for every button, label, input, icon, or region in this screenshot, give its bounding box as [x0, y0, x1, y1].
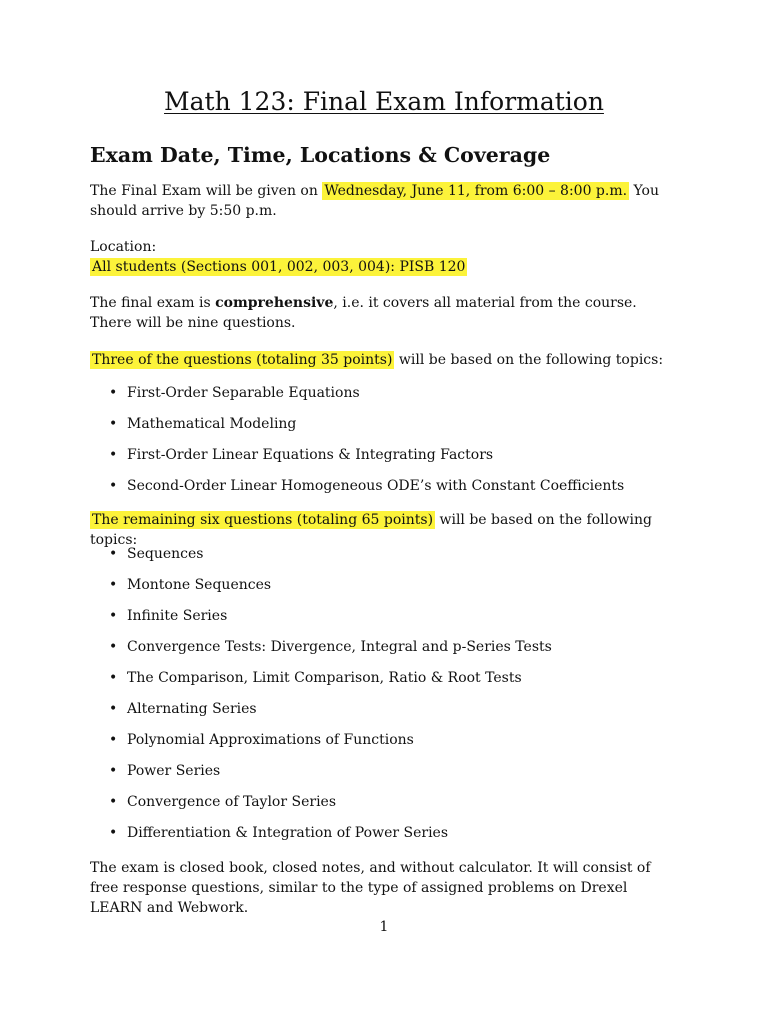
- list-item-text: First-Order Separable Equations: [127, 385, 360, 401]
- bullet-icon: •: [109, 577, 118, 593]
- bullet-icon: •: [109, 478, 118, 494]
- bullet-icon: •: [109, 825, 118, 841]
- location-paragraph: [90, 257, 680, 277]
- list-item: [109, 637, 552, 657]
- bullet-icon: •: [109, 416, 118, 432]
- location-highlight: All students (Sections 001, 002, 003, 004): PISB 120: [92, 259, 466, 275]
- bullet-icon: •: [109, 385, 118, 401]
- list-item: [109, 792, 336, 812]
- list-item-text: Convergence of Taylor Series: [127, 794, 337, 810]
- list-item-text: Alternating Series: [127, 701, 257, 717]
- list-item: [109, 544, 203, 564]
- bullet-icon: •: [109, 763, 118, 779]
- group1-intro: [90, 350, 680, 370]
- list-item-text: First-Order Linear Equations & Integrating Factors: [127, 447, 494, 463]
- list-item: [109, 606, 227, 626]
- comprehensive-after: , i.e. it covers all material from the course. There will be nine questions.: [90, 295, 637, 331]
- list-item: [109, 730, 414, 750]
- section-heading: Exam Date, Time, Locations & Coverage: [90, 143, 551, 167]
- comprehensive-before: The final exam is: [90, 295, 216, 311]
- bullet-icon: •: [109, 447, 118, 463]
- comprehensive-bold: comprehensive: [215, 295, 334, 311]
- list-item-text: Mathematical Modeling: [127, 416, 297, 432]
- bullet-icon: •: [109, 608, 118, 624]
- group1-after: will be based on the following topics:: [394, 352, 664, 368]
- list-item-text: Second-Order Linear Homogeneous ODE’s with Constant Coefficients: [127, 478, 625, 494]
- list-item: [109, 476, 624, 496]
- group2-after: will be based on the following topics:: [90, 512, 652, 548]
- location-label: Location:: [90, 239, 157, 255]
- exam-date-after: You should arrive by 5:50 p.m.: [90, 183, 659, 219]
- bullet-icon: •: [109, 546, 118, 562]
- list-item: [109, 668, 522, 688]
- document-title: [0, 86, 768, 118]
- list-item: [109, 823, 448, 843]
- list-item-text: Sequences: [127, 546, 204, 562]
- page-number: 1: [379, 919, 389, 935]
- list-item-text: The Comparison, Limit Comparison, Ratio & Root Tests: [127, 670, 522, 686]
- list-item: [109, 761, 220, 781]
- exam-date-paragraph: [90, 181, 680, 221]
- exam-date-highlight: Wednesday, June 11, from 6:00 – 8:00 p.m.: [324, 183, 628, 199]
- bullet-icon: •: [109, 732, 118, 748]
- list-item-text: Power Series: [127, 763, 221, 779]
- list-item-text: Infinite Series: [127, 608, 228, 624]
- bullet-icon: •: [109, 794, 118, 810]
- bullet-icon: •: [109, 639, 118, 655]
- list-item-text: Convergence Tests: Divergence, Integral and p-Series Tests: [127, 639, 552, 655]
- list-item: [109, 445, 493, 465]
- list-item-text: Montone Sequences: [127, 577, 272, 593]
- document-title-text: Math 123: Final Exam Information: [164, 87, 604, 116]
- group1-highlight: Three of the questions (totaling 35 points): [92, 352, 393, 368]
- bullet-icon: •: [109, 670, 118, 686]
- list-item-text: Differentiation & Integration of Power Series: [127, 825, 449, 841]
- closing-paragraph: The exam is closed book, closed notes, and without calculator. It will consist of free response questions, similar to the type of assigned problems on Drexel LEARN and Webwork.: [90, 860, 651, 916]
- group2-highlight: The remaining six questions (totaling 65 points): [92, 512, 434, 528]
- list-item: [109, 383, 360, 403]
- exam-date-intro: The Final Exam will be given on: [90, 183, 323, 199]
- bullet-icon: •: [109, 701, 118, 717]
- list-item: [109, 699, 257, 719]
- comprehensive-paragraph: [90, 293, 680, 333]
- list-item: [109, 575, 271, 595]
- list-item-text: Polynomial Approximations of Functions: [127, 732, 414, 748]
- list-item: [109, 414, 296, 434]
